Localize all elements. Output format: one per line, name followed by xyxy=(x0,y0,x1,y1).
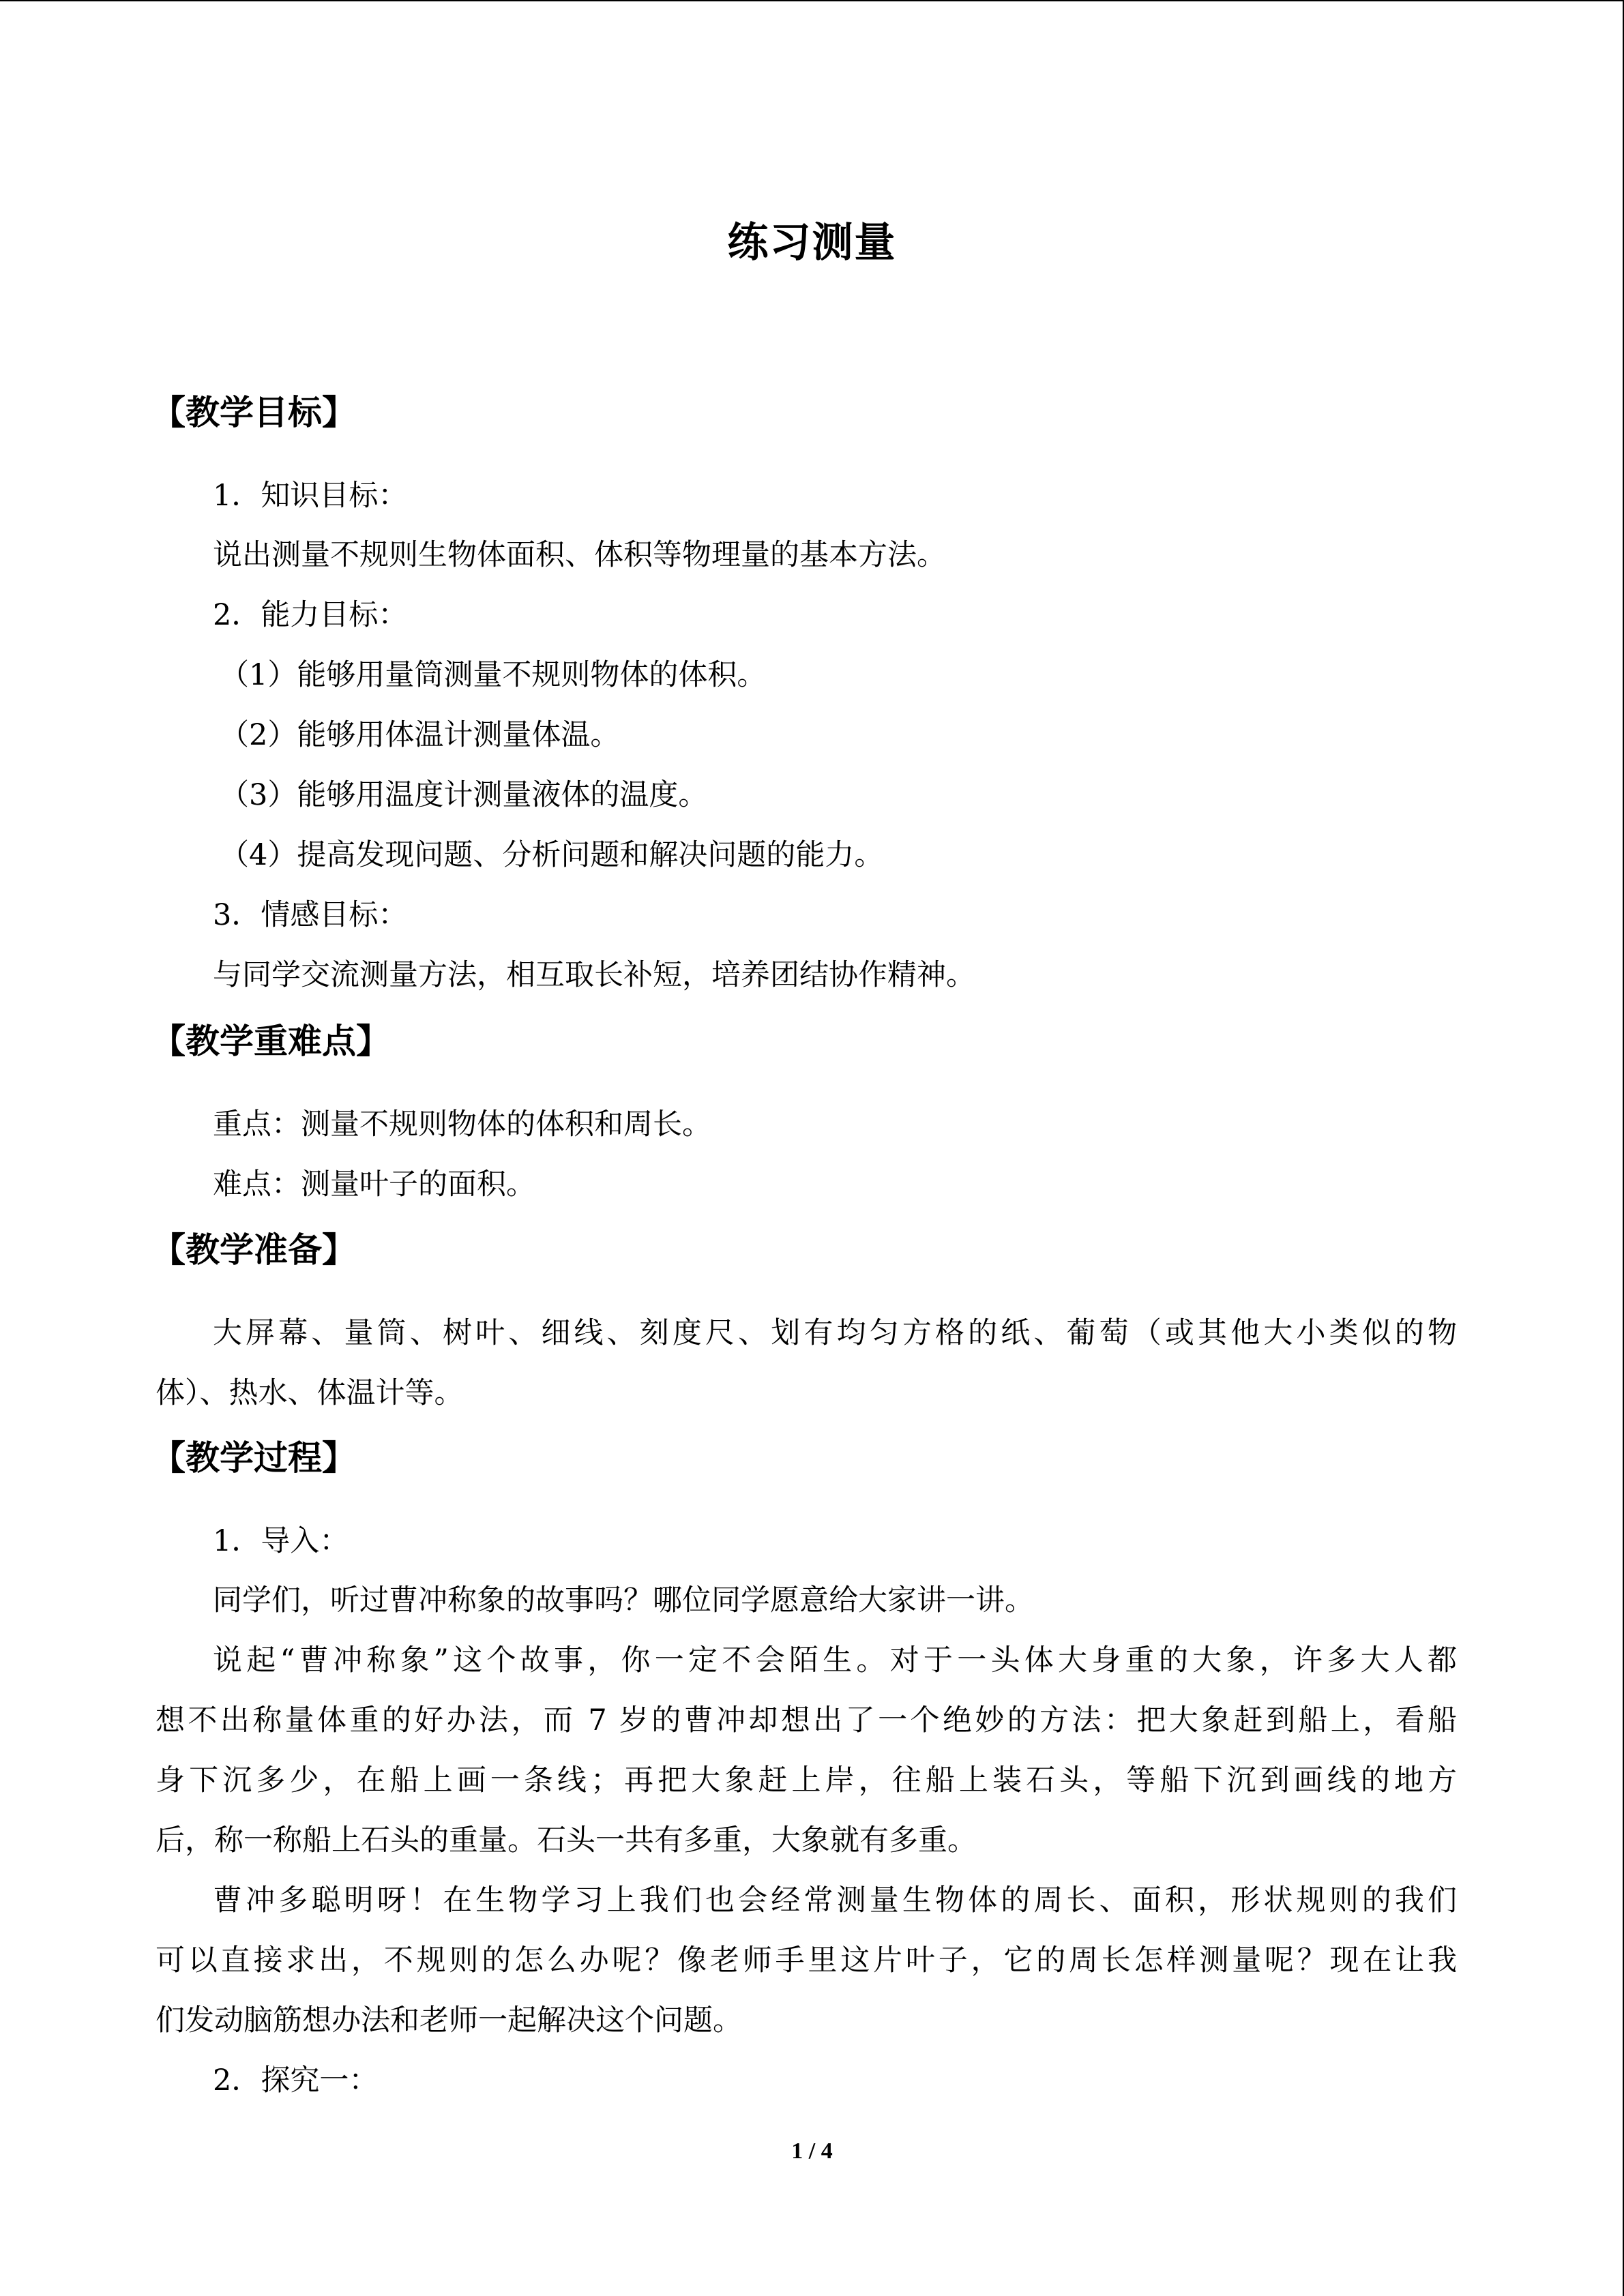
transition-line: 曹冲多聪明呀！在生物学习上我们也会经常测量生物体的周长、面积，形状规则的我们 xyxy=(213,1883,1457,1918)
ability-objective-item: （3）能够用温度计测量液体的温度。 xyxy=(220,778,708,812)
transition-line: 可以直接求出，不规则的怎么办呢？像老师手里这片叶子，它的周长怎样测量呢？现在让我 xyxy=(156,1943,1457,1978)
section-heading-process: 【教学过程】 xyxy=(151,1438,356,1478)
story-line: 说起“曹冲称象”这个故事，你一定不会陌生。对于一头体大身重的大象，许多大人都 xyxy=(213,1643,1457,1678)
emotion-objective-text: 与同学交流测量方法，相互取长补短，培养团结协作精神。 xyxy=(213,958,975,992)
intro-label: 1．导入： xyxy=(213,1524,349,1558)
knowledge-objective-text: 说出测量不规则生物体面积、体积等物理量的基本方法。 xyxy=(213,538,946,572)
ability-objective-label: 2．能力目标： xyxy=(213,598,408,632)
section-heading-key-points: 【教学重难点】 xyxy=(151,1022,390,1061)
page-title: 练习测量 xyxy=(727,219,897,267)
story-line: 后，称一称船上石头的重量。石头一共有多重，大象就有多重。 xyxy=(156,1823,977,1858)
ability-objective-item: （4）提高发现问题、分析问题和解决问题的能力。 xyxy=(220,838,884,872)
story-line: 想不出称量体重的好办法，而 7 岁的曹冲却想出了一个绝妙的方法：把大象赶到船上，看船 xyxy=(156,1703,1457,1738)
knowledge-objective-label: 1．知识目标： xyxy=(213,479,408,513)
explore-label: 2．探究一： xyxy=(213,2063,379,2098)
transition-line: 们发动脑筋想办法和老师一起解决这个问题。 xyxy=(156,2003,742,2038)
section-heading-preparation: 【教学准备】 xyxy=(151,1230,356,1270)
preparation-line: 体）、热水、体温计等。 xyxy=(156,1376,464,1410)
intro-question: 同学们，听过曹冲称象的故事吗？哪位同学愿意给大家讲一讲。 xyxy=(213,1583,1034,1617)
preparation-line: 大屏幕、量筒、树叶、细线、刻度尺、划有均匀方格的纸、葡萄（或其他大小类似的物 xyxy=(213,1316,1457,1350)
ability-objective-item: （1）能够用量筒测量不规则物体的体积。 xyxy=(220,658,767,692)
story-line: 身下沉多少，在船上画一条线；再把大象赶上岸，往船上装石头，等船下沉到画线的地方 xyxy=(156,1763,1457,1798)
section-heading-objectives: 【教学目标】 xyxy=(151,393,356,432)
emotion-objective-label: 3．情感目标： xyxy=(213,898,408,932)
ability-objective-item: （2）能够用体温计测量体温。 xyxy=(220,718,620,752)
difficulty-text: 难点：测量叶子的面积。 xyxy=(213,1167,535,1202)
key-point-text: 重点：测量不规则物体的体积和周长。 xyxy=(213,1107,711,1142)
page-number: 1 / 4 xyxy=(791,2138,833,2164)
